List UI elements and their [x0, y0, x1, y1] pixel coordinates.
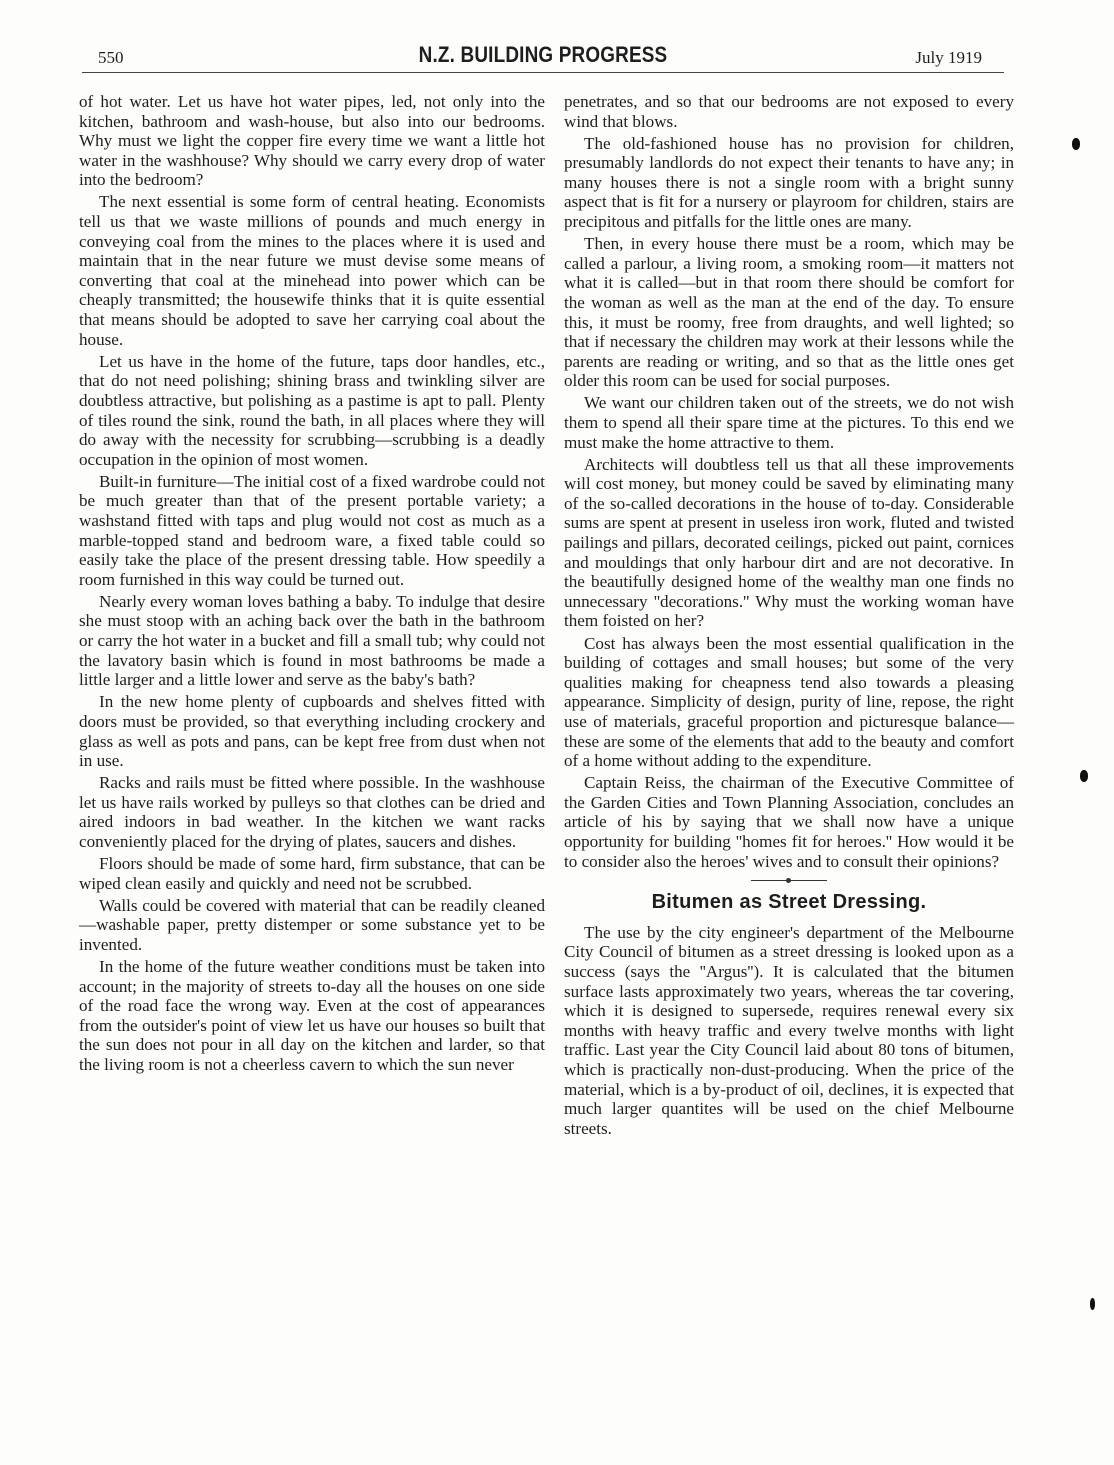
paragraph: of hot water. Let us have hot water pipes, led, not only into the kitchen, bathroom and wash-house, but also into our bedrooms. Why must we light the copper fire every time we want a little hot water in the washhouse? Why should we carry every drop of water into the bedroom?: [79, 92, 545, 190]
left-column: [79, 92, 545, 1077]
paragraph: Built-in furniture—The initial cost of a fixed wardrobe could not be much greater than that of the present portable variety; a washstand fitted with taps and plug would not cost as much as a marble-topped stand and bedroom ware, a fixed table could so easily take the place of the present dressing table. How speedily a room furnished in this way could be turned out.: [79, 471, 545, 589]
paragraph: Floors should be made of some hard, firm substance, that can be wiped clean easily and quickly and need not be scrubbed.: [79, 854, 545, 893]
right-column: [564, 92, 1014, 1141]
paragraph: penetrates, and so that our bedrooms are not exposed to every wind that blows.: [564, 92, 1014, 131]
paragraph: The next essential is some form of central heating. Economists tell us that we waste millions of pounds and much energy in conveying coal from the mines to the places where it is used and maintain that in the near future we must devise some means of converting that coal at the minehead into power which can be cheaply transmitted; the housewife thinks that it is quite essential that means should be adopted to save her carrying coal about the house.: [79, 192, 545, 349]
header-rule: [82, 72, 1004, 73]
page-number: 550: [98, 48, 124, 67]
paragraph: Architects will doubtless tell us that all these improvements will cost money, but money could be saved by eliminating many of the so-called decorations in the house of to-day. Considerable sums are spent at present in useless iron work, fluted and twisted pailings and pillars, decorated ceilings, picked out paint, cornices and mouldings that only harbour dirt and are not decorative. In the beautifully designed home of the wealthy man one finds no unnecessary ''decorations.'' Why must the working woman have them foisted on her?: [564, 454, 1014, 631]
paragraph: Cost has always been the most essential qualification in the building of cottages and small houses; but some of the very qualities making for cheapness tend also towards a pleasing appearance. Simplicity of design, purity of line, repose, the right use of materials, graceful proportion and picturesque balance—these are some of the elements that add to the beauty and comfort of a home without adding to the expenditure.: [564, 633, 1014, 771]
paragraph: Let us have in the home of the future, taps door handles, etc., that do not need polishing; shining brass and twinkling silver are doubtless attractive, but polishing as a pastime is apt to pall. Plenty of tiles round the sink, round the bath, in all places where they will do away with the necessity for scrubbing—scrubbing is a deadly occupation in the opinion of most women.: [79, 351, 545, 469]
paragraph: Captain Reiss, the chairman of the Executive Committee of the Garden Cities and Town Planning Association, concludes an article of his by saying that we shall now have a unique opportunity for building ''homes fit for heroes.'' How would it be to consider also the heroes' wives and to consult their opinions?: [564, 773, 1014, 871]
paragraph: In the home of the future weather conditions must be taken into account; in the majority of streets to-day all the houses on one side of the road face the wrong way. Even at the cost of appearances from the outsider's point of view let us have our houses so built that the sun does not pour in all day on the kitchen and larder, so that the living room is not a cheerless cavern to which the sun never: [79, 957, 545, 1074]
article-title: Bitumen as Street Dressing.: [651, 891, 927, 914]
paragraph: In the new home plenty of cupboards and shelves fitted with doors must be provided, so that everything including crockery and glass as well as pots and pans, can be kept free from dust when not in use.: [79, 692, 545, 771]
journal-title: N.Z. BUILDING PROGRESS: [418, 42, 668, 67]
paragraph: Then, in every house there must be a room, which may be called a parlour, a living room, a smoking room—it matters not what it is called—but in that room there should be comfort for the woman as well as the man at the end of the day. To ensure this, it must be roomy, free from draughts, and well lighted; so that if necessary the children may work at their lessons while the parents are reading or writing, and so that as the little ones get older this room can be used for social purposes.: [564, 234, 1014, 391]
paragraph: The old-fashioned house has no provision for children, presumably landlords do not expect their tenants to have any; in many houses there is not a single room with a bright sunny aspect that is fit for a nursery or playroom for children, stairs are precipitous and pitfalls for the little ones are many.: [564, 133, 1014, 232]
section-divider: [751, 880, 827, 881]
paragraph: Nearly every woman loves bathing a baby. To indulge that desire she must stoop with an aching back over the bath in the bathroom or carry the hot water in a bucket and fill a small tub; why could not the lavatory basin which is found in most bathrooms be made a little larger and a little lower and serve as the baby's bath?: [79, 591, 545, 690]
paragraph: Racks and rails must be fitted where possible. In the washhouse let us have rails worked by pulleys so that clothes can be dried and aired indoors in bad weather. In the kitchen we want racks conveniently placed for the drying of plates, saucers and dishes.: [79, 773, 545, 851]
paragraph: The use by the city engineer's department of the Melbourne City Council of bitumen as a street dressing is looked upon as a success (says the ''Argus''). It is calculated that the bitumen surface lasts approximately two years, whereas the tar covering, which it is designed to supersede, requires renewal every six months with heavy traffic and every twelve months with light traffic. Last year the City Council laid about 80 tons of bitumen, which is practically non-dust-producing. When the price of the material, which is a by-product of oil, declines, it is expected that much larger quantites will be used on the chief Melbourne streets.: [564, 922, 1014, 1138]
page-header: [82, 42, 1004, 78]
paragraph: Walls could be covered with material that can be readily cleaned—washable paper, pretty distemper or some substance yet to be invented.: [79, 895, 545, 954]
ink-blot: [1072, 138, 1080, 150]
ink-blot: [1080, 770, 1088, 782]
ink-blot: [1090, 1298, 1095, 1310]
paragraph: We want our children taken out of the streets, we do not wish them to spend all their spare time at the pictures. To this end we must make the home attractive to them.: [564, 393, 1014, 452]
issue-date: July 1919: [915, 48, 982, 67]
